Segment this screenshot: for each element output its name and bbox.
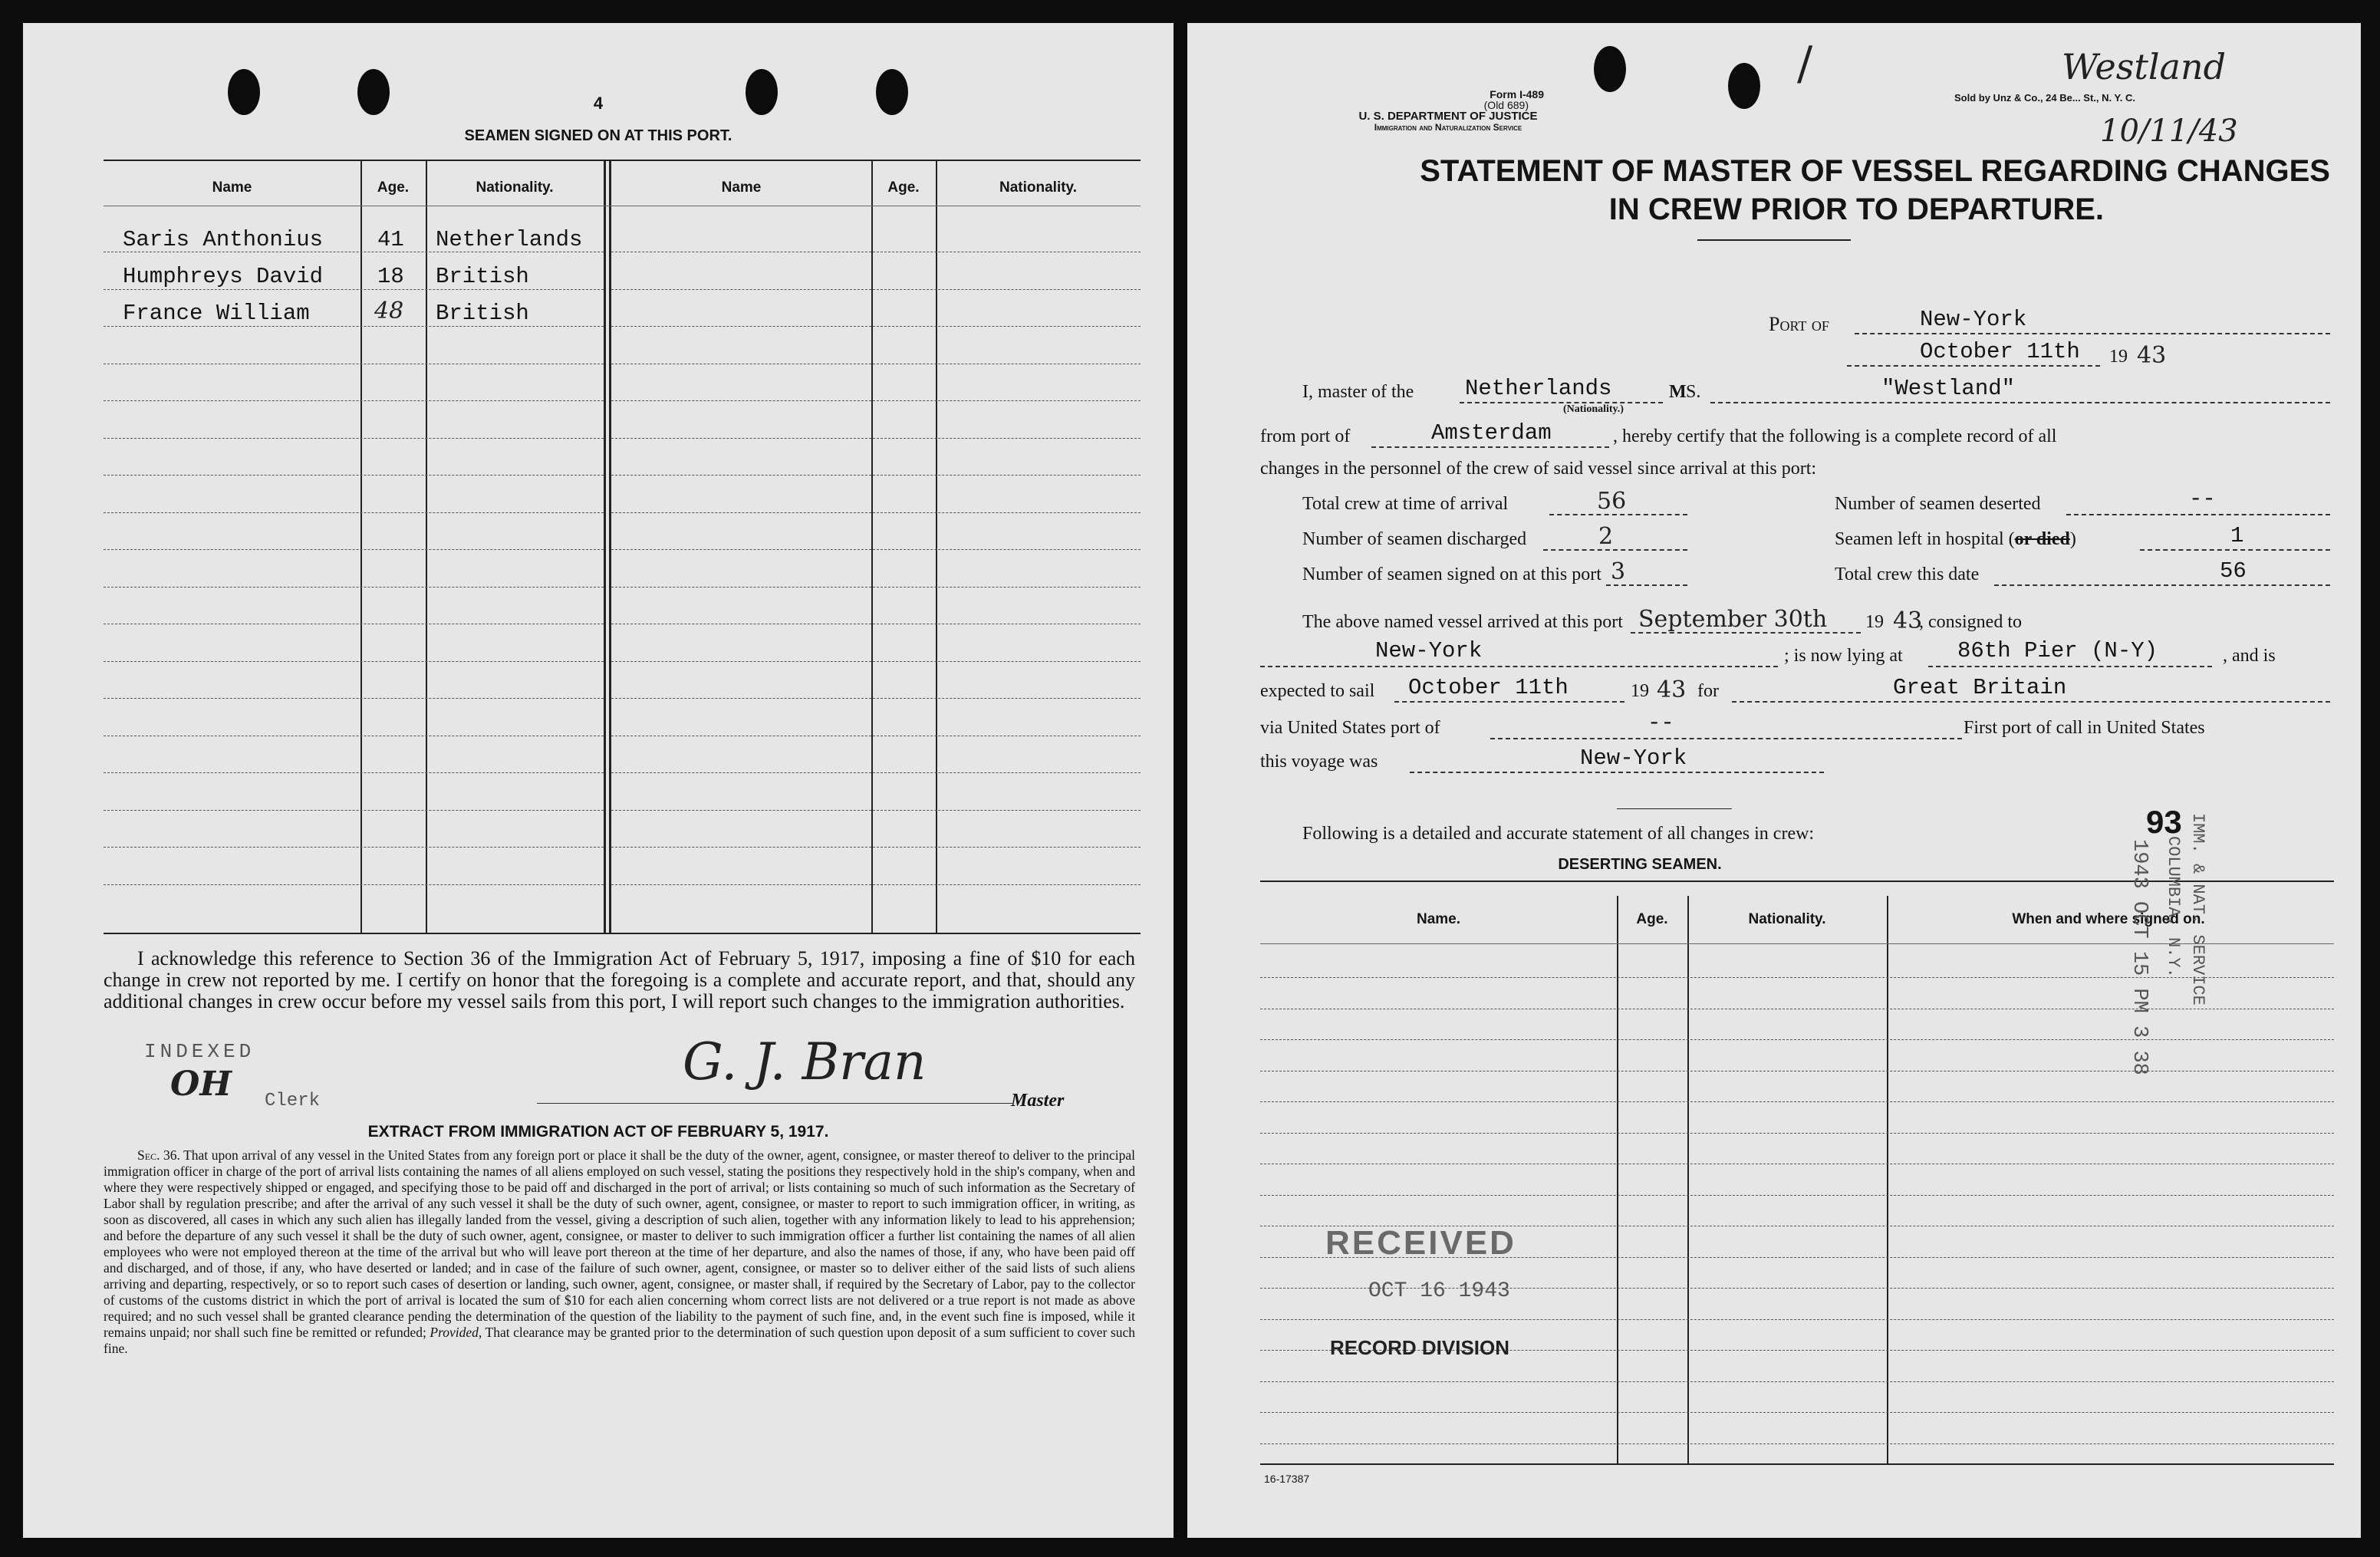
page-number: 4 — [593, 94, 604, 113]
row-rule — [1260, 1195, 2334, 1196]
handwritten-vessel-name: Westland — [2062, 46, 2227, 87]
side-stamp-date: 1943 OCT 15 PM 3 38 — [2128, 839, 2151, 1075]
changes-text: changes in the personnel of the crew of said vessel since arrival at this port: — [1260, 459, 1817, 479]
hospital-value: 1 — [2230, 523, 2244, 548]
hospital-text: Seamen left in hospital ( — [1835, 529, 2015, 549]
via-label: via United States port of — [1260, 718, 1440, 738]
port-label: Port of — [1769, 313, 1829, 335]
department: U. S. DEPARTMENT OF JUSTICE — [1358, 110, 1538, 123]
row-rule — [611, 512, 1141, 513]
hospital-close: ) — [2069, 529, 2076, 549]
form-title — [1187, 152, 2330, 229]
signed-on-label: Number of seamen signed on at this port — [1302, 565, 1601, 584]
footer-code: 16-17387 — [1264, 1473, 1310, 1485]
from-port-value: Amsterdam — [1431, 420, 1552, 446]
via-value: -- — [1648, 710, 1674, 736]
row-rule — [1260, 1319, 2334, 1320]
extract-text: That upon arrival of any vessel in the United States from any foreign port or place it shall be the duty of the owner, agent, consignee, or master thereof to deliver to the principal immigration officer in charge of the port of arrival lists containing the names of all aliens employed on such vessel, stating the positions they respectively hold in the ship's company, when and where they were respectively shipped or engaged, and specifying those to be paid off and discharged in the port of arrival; or lists containing so much of such information as the Secretary of Labor shall by regulation prescribe; and after the arrival of any such vessel it shall be the duty of such owner, agent, consignee, or master to report to such immigration officer, in writing, as soon as discovered, all cases in which any such alien has illegally landed from the vessel, giving a description of such alien, together with any information likely to lead to his apprehension; and before the departure of any such vessel it shall be the duty of such owner, agent, consignee, or master to deliver to such immigration officer a further list containing the names of all alien employees who were not employed thereon at the time of the arrival but who will leave port thereon at the time of her departure, and also the names of those, if any, who have been paid off and discharged, and of those, if any, who have deserted or landed; and in case of the failure of such owner, agent, consignee, or master so to deliver either of the said lists of such aliens arriving and departing, respectively, or so to report such cases of desertion or landing, such owner, agent, consignee, or master shall, if required by the Secretary of Labor, pay to the collector of customs of the customs district in which the port of arrival is located the sum of $10 for each alien concerning whom correct lists are not delivered or a true report is not made as above required; and no such vessel shall be granted clearance pending the determination of the question of the liability to the payment of such fine, and, in the event such fine is imposed, while it remains unpaid; nor shall such fine be remitted or refunded; — [104, 1147, 1135, 1340]
row-rule — [104, 698, 604, 699]
for-label: for — [1697, 681, 1719, 701]
consignee-value: New-York — [1375, 638, 1483, 663]
arrived-value: September 30th — [1638, 606, 1828, 633]
arrived-label: The above named vessel arrived at this port — [1302, 612, 1623, 632]
deserted-label: Number of seamen deserted — [1835, 494, 2041, 514]
row-rule — [104, 810, 604, 811]
col-header-age-2: Age. — [887, 179, 920, 196]
deserted-value: -- — [2189, 486, 2216, 512]
row-rule — [611, 549, 1141, 550]
row-rule — [611, 587, 1141, 588]
port-value: New-York — [1920, 307, 2027, 332]
clerk-label: Clerk — [265, 1091, 321, 1111]
voyage-value: New-York — [1580, 746, 1687, 771]
seaman-age: 18 — [377, 264, 404, 289]
master-signature: G. J. Bran — [683, 1032, 927, 1091]
lying-label: ; is now lying at — [1784, 646, 1903, 666]
expected-year: 43 — [1657, 676, 1687, 703]
service: Immigration and Naturalization Service — [1374, 122, 1522, 133]
department-block — [1256, 110, 1640, 133]
for-value: Great Britain — [1893, 675, 2067, 700]
consigned-label: , consigned to — [1919, 612, 2022, 632]
seaman-age: 41 — [377, 227, 404, 252]
total-crew-arrival-value: 56 — [1597, 488, 1627, 515]
row-rule — [104, 512, 604, 513]
extract-section: Sec. 36. — [137, 1147, 180, 1163]
master-label: Master — [1011, 1091, 1065, 1111]
seaman-nationality: Netherlands — [436, 227, 583, 252]
received-date-stamp: OCT 16 1943 — [1368, 1279, 1510, 1303]
seaman-name: Humphreys David — [123, 264, 324, 289]
total-crew-date-label: Total crew this date — [1835, 565, 1980, 584]
row-rule — [611, 698, 1141, 699]
right-page — [1187, 23, 2361, 1538]
vessel-type-s: S. — [1686, 382, 1701, 402]
row-rule — [611, 326, 1141, 327]
punch-hole — [1594, 46, 1626, 92]
hospital-struck: or died — [2014, 529, 2070, 549]
nationality-caption: (Nationality.) — [1563, 403, 1624, 415]
row-rule — [104, 326, 604, 327]
handwritten-date: 10/11/43 — [2100, 114, 2238, 149]
row-rule — [104, 475, 604, 476]
indexed-stamp: INDEXED — [144, 1040, 255, 1063]
seaman-name: Saris Anthonius — [123, 227, 324, 252]
extract-end: That clearance may be granted prior to the determination of such question upon deposit of a sum sufficient to cover such fine. — [104, 1325, 1136, 1356]
arrived-year-prefix: 19 — [1865, 612, 1884, 632]
row-rule — [104, 549, 604, 550]
col-header-nationality: Nationality. — [476, 179, 554, 196]
row-rule — [1260, 1412, 2334, 1413]
punch-hole — [1728, 63, 1760, 109]
row-rule — [104, 884, 604, 885]
title-line-2: IN CREW PRIOR TO DEPARTURE. — [1608, 193, 2104, 226]
expected-year-prefix: 19 — [1631, 681, 1649, 701]
title-line-1: STATEMENT OF MASTER OF VESSEL REGARDING CHANGES — [1420, 154, 2330, 188]
arrived-year: 43 — [1893, 607, 1923, 634]
desert-col-age: Age. — [1636, 911, 1668, 927]
hospital-label — [1835, 529, 2076, 550]
desert-col-name: Name. — [1416, 911, 1461, 927]
seaman-nationality: British — [436, 264, 529, 289]
row-rule — [611, 475, 1141, 476]
row-rule — [1260, 1381, 2334, 1382]
row-rule — [611, 884, 1141, 885]
col-header-age: Age. — [377, 179, 410, 196]
year-value: 43 — [2137, 342, 2167, 369]
col-header-nationality-2: Nationality. — [999, 179, 1077, 196]
received-stamp: RECEIVED — [1325, 1224, 1516, 1262]
row-rule — [611, 847, 1141, 848]
extract-provided: Provided, — [430, 1325, 482, 1340]
row-rule — [611, 772, 1141, 773]
form-old: (Old 689) — [1483, 99, 1529, 111]
seller-imprint: Sold by Unz & Co., 24 Be... St., N. Y. C. — [1954, 92, 2135, 104]
desert-col-when: When and where signed on. — [2012, 911, 2205, 927]
extract-body — [104, 1147, 1135, 1357]
vessel-name: "Westland" — [1881, 376, 2016, 401]
section-title: SEAMEN SIGNED ON AT THIS PORT. — [464, 127, 732, 144]
from-port-label: from port of — [1260, 426, 1351, 446]
row-rule — [104, 438, 604, 439]
col-header-name: Name — [212, 179, 252, 196]
row-rule — [611, 661, 1141, 662]
check-mark: / — [1797, 37, 1813, 91]
lying-value: 86th Pier (N-Y) — [1957, 638, 2158, 663]
stamp-number: 93 — [2146, 804, 2182, 840]
row-rule — [1260, 1039, 2334, 1040]
side-stamp-place: COLUMBIA, N.Y. — [2164, 836, 2183, 978]
row-rule — [1260, 1101, 2334, 1102]
voyage-label: this voyage was — [1260, 752, 1378, 772]
nationality-value: Netherlands — [1465, 376, 1612, 401]
row-rule — [104, 400, 604, 401]
row-rule — [104, 587, 604, 588]
total-crew-date-value: 56 — [2220, 558, 2247, 584]
certify-text: , hereby certify that the following is a complete record of all — [1613, 426, 2057, 446]
expected-value: October 11th — [1408, 675, 1569, 700]
row-rule — [1260, 1133, 2334, 1134]
discharged-value: 2 — [1598, 523, 1614, 550]
vessel-type-prefix: M — [1669, 382, 1687, 402]
seaman-name: France William — [123, 301, 310, 326]
seaman-nationality: British — [436, 301, 529, 326]
and-is: , and is — [2223, 646, 2276, 666]
form-number: Form I-489 — [1490, 88, 1544, 100]
master-of-label: I, master of the — [1302, 382, 1414, 402]
total-crew-arrival-label: Total crew at time of arrival — [1302, 494, 1509, 514]
row-rule — [611, 400, 1141, 401]
record-division-stamp: RECORD DIVISION — [1330, 1336, 1510, 1359]
date-value: October 11th — [1920, 339, 2080, 364]
row-rule — [104, 847, 604, 848]
clerk-initials: OH — [170, 1065, 232, 1104]
row-rule — [1260, 1443, 2334, 1444]
discharged-label: Number of seamen discharged — [1302, 529, 1527, 549]
expected-label: expected to sail — [1260, 681, 1375, 701]
side-stamp-service: IMM. & NAT. SERVICE — [2188, 813, 2207, 1006]
deserting-title: DESERTING SEAMEN. — [1558, 856, 1722, 873]
col-header-name-2: Name — [721, 179, 762, 196]
desert-col-nationality: Nationality. — [1748, 911, 1826, 927]
row-rule — [104, 772, 604, 773]
first-port-label: First port of call in United States — [1964, 718, 2205, 738]
row-rule — [104, 661, 604, 662]
following-label: Following is a detailed and accurate statement of all changes in crew: — [1302, 824, 1815, 844]
left-page — [23, 23, 1174, 1538]
row-rule — [611, 810, 1141, 811]
row-rule — [611, 289, 1141, 290]
row-rule — [611, 438, 1141, 439]
acknowledgment-text: I acknowledge this reference to Section 36 of the Immigration Act of February 5, 1917, imposing a fine of $10 for each change in crew not reported by me. I certify on honor that the foregoing is a complete and accurate report, and that, should any additional changes in crew occur before my vessel sails from this port, I will report such changes to the immigration authorities. — [104, 947, 1135, 1012]
year-prefix: 19 — [2109, 347, 2128, 367]
extract-title: EXTRACT FROM IMMIGRATION ACT OF FEBRUARY 5, 1917. — [367, 1123, 829, 1141]
signed-on-value: 3 — [1611, 558, 1626, 585]
form-header — [1187, 89, 1709, 110]
seaman-age: 48 — [374, 298, 404, 324]
